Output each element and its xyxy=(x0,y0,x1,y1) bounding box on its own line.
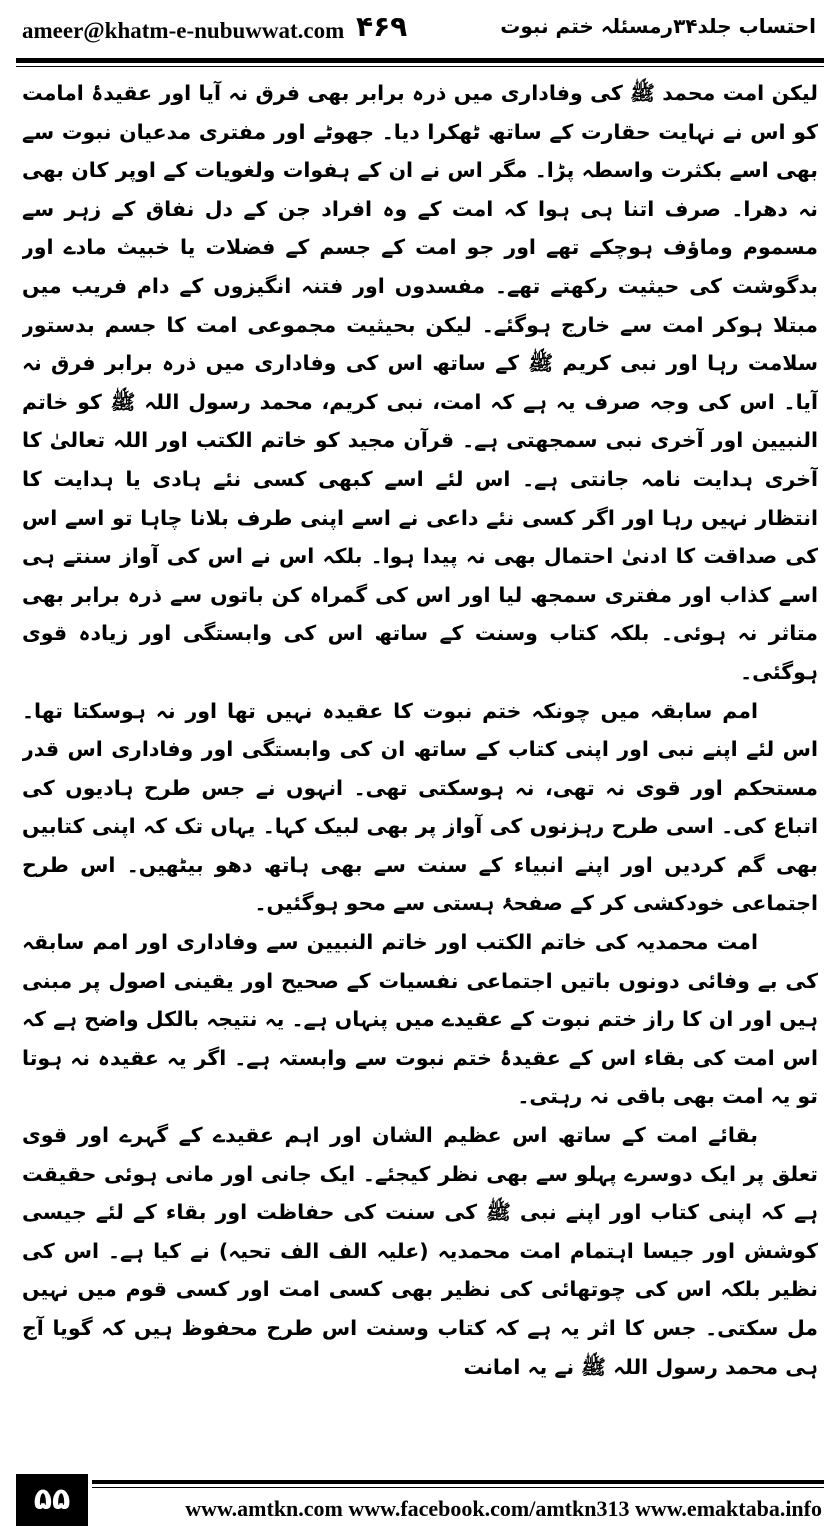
footer-page-badge: ۵۵ xyxy=(16,1474,88,1526)
paragraph-4: بقائے امت کے ساتھ اس عظیم الشان اور اہم عقیدے کے گہرے اور قوی تعلق پر ایک دوسرے پہلو سے بھی نظر کیجئے۔ ایک جانی اور مانی ہوئی حقیقت ہے کہ اپنی کتاب اور اپنے نبی ﷺ کی سنت کی حفاظت اور بقاء کے لئے جیسی کوشش اور جیسا اہتمام امت محمدیہ (علیہ الف الف تحیہ) نے کیا ہے۔ اس کی نظیر بلکہ اس کی چوتھائی کی نظیر بھی کسی امت اور کسی قوم میں نہیں مل سکتی۔ جس کا اثر یہ ہے کہ کتاب وسنت اس طرح محفوظ ہیں کہ گویا آج ہی محمد رسول اللہ ﷺ نے یہ امانت xyxy=(22,1123,818,1379)
footer-rule-thin xyxy=(92,1487,824,1488)
body-text xyxy=(22,74,818,1454)
paragraph-2: امم سابقہ میں چونکہ ختم نبوت کا عقیدہ نہیں تھا اور نہ ہوسکتا تھا۔ اس لئے اپنے نبی اور اپنی کتاب کے ساتھ ان کی وابستگی اور وفاداری اس قدر مستحکم اور قوی نہ تھی، نہ ہوسکتی تھی۔ انہوں نے جس طرح ہادیوں کی اتباع کی۔ اسی طرح رہزنوں کی آواز پر بھی لبیک کہا۔ یہاں تک کہ اپنی کتابیں بھی گم کردیں اور اپنے انبیاء کے سنت سے بھی ہاتھ دھو بیٹھیں۔ اس طرح اجتماعی خودکشی کر کے صفحۂ ہستی سے محو ہوگئیں۔ xyxy=(22,698,818,916)
header-email: ameer@khatm-e-nubuwwat.com xyxy=(22,18,345,43)
page-header xyxy=(16,8,824,56)
paragraph-1: لیکن امت محمد ﷺ کی وفاداری میں ذرہ برابر بھی فرق نہ آیا اور عقیدۂ امامت کو اس نے نہایت حقارت کے ساتھ ٹھکرا دیا۔ جھوٹے اور مفتری مدعیان نبوت سے بھی اسے بکثرت واسطہ پڑا۔ مگر اس نے ان کے ہفوات ولغویات کے اوپر کان بھی نہ دھرا۔ صرف اتنا ہی ہوا کہ امت کے وہ افراد جن کے دل نفاق کے زہر سے مسموم وماؤف ہوچکے تھے اور جو امت کے جسم کے فضلات یا خبیث مادے اور بدگوشت کی حیثیت رکھتے تھے۔ مفسدوں اور فتنہ انگیزوں کے دام فریب میں مبتلا ہوکر امت سے خارج ہوگئے۔ لیکن بحیثیت مجموعی امت کا جسم بدستور سلامت رہا اور نبی کریم ﷺ کے ساتھ اس کی وفاداری میں ذرہ برابر فرق نہ آیا۔ اس کی وجہ صرف یہ ہے کہ امت، نبی کریم، محمد رسول اللہ ﷺ کو خاتم النبیین اور آخری نبی سمجھتی ہے۔ قرآن مجید کو خاتم الکتب اور اللہ تعالیٰ کا آخری ہدایت نامہ جانتی ہے۔ اس لئے اسے کبھی کسی نئے ہادی یا ہدایت کا انتظار نہیں رہا اور اگر کسی نئے داعی نے اسے اپنی طرف بلانا چاہا تو اسے اس کی صداقت کا ادنیٰ احتمال بھی نہ پیدا ہوا۔ بلکہ اس نے اس کی آواز سنتے ہی اسے کذاب اور مفتری سمجھ لیا اور اس کی گمراہ کن باتوں سے ذرہ برابر بھی متاثر نہ ہوئی۔ بلکہ کتاب وسنت کے ساتھ اس کی وابستگی اور زیادہ قوی ہوگئی۔ xyxy=(22,81,818,684)
header-rule-thin xyxy=(16,66,824,67)
footer-rule-thick xyxy=(92,1480,824,1484)
paragraph-3: امت محمدیہ کی خاتم الکتب اور خاتم النبیین سے وفاداری اور امم سابقہ کی بے وفائی دونوں باتیں اجتماعی نفسیات کے صحیح اور یقینی اصول پر مبنی ہیں اور ان کا راز ختم نبوت کے عقیدے میں پنہاں ہے۔ یہ نتیجہ بالکل واضح ہے کہ اس امت کی بقاء اس کے عقیدۂ ختم نبوت سے وابستہ ہے۔ اگر یہ عقیدہ نہ ہوتا تو یہ امت بھی باقی نہ رہتی۔ xyxy=(22,930,818,1109)
header-rule-thick xyxy=(16,58,824,63)
page-number: ۴۶۹ xyxy=(356,10,408,43)
footer-links: www.amtkn.com www.facebook.com/amtkn313 www.emaktaba.info xyxy=(185,1496,822,1521)
running-title: احتساب جلد۳۴رمسئلہ ختم نبوت xyxy=(500,14,816,38)
